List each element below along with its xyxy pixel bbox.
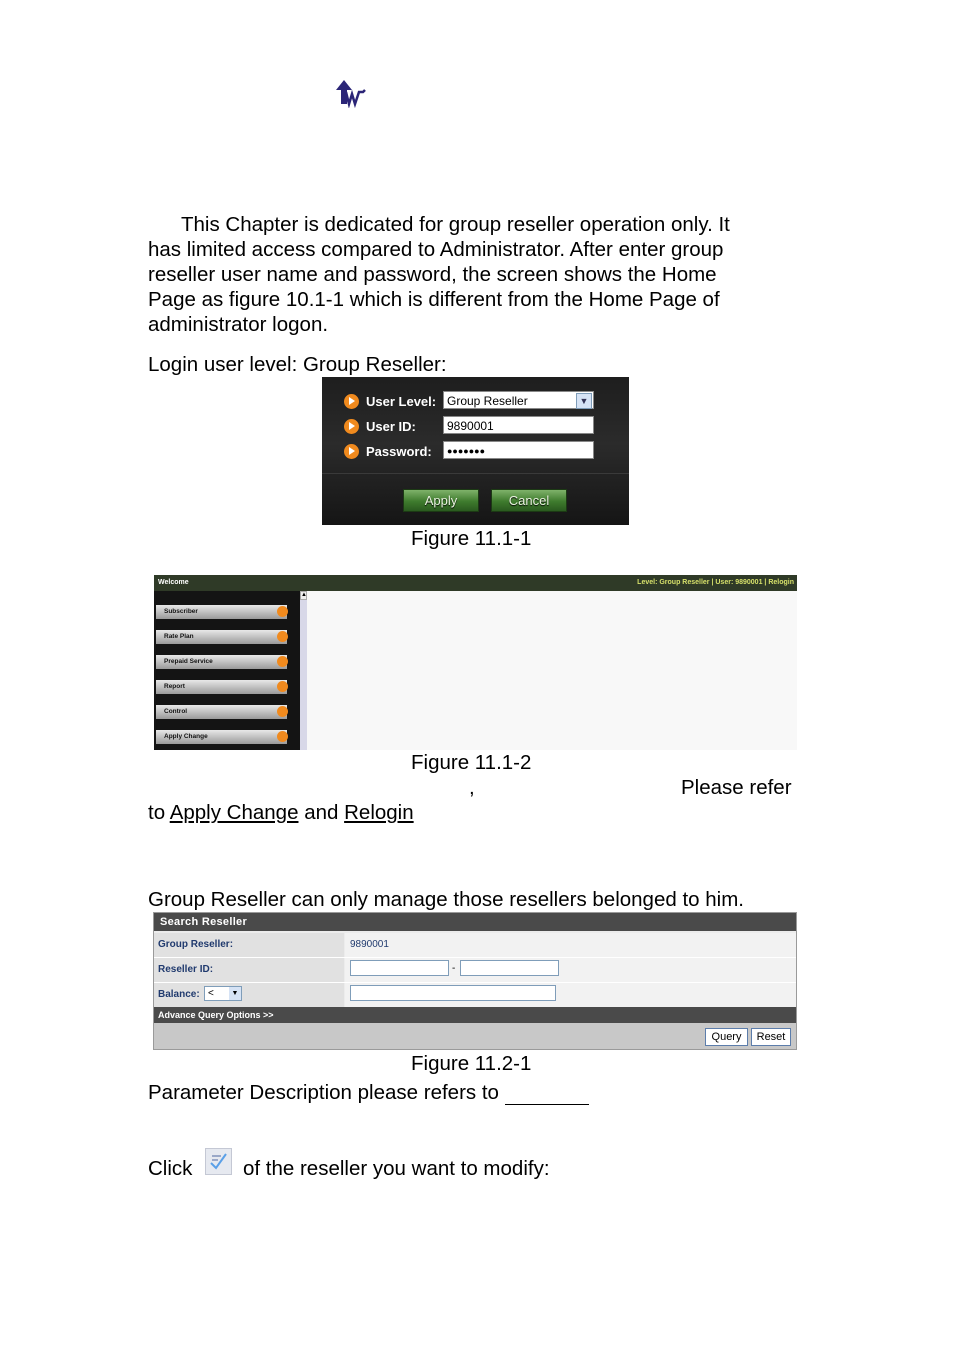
arrow-bullet-icon	[344, 444, 359, 459]
intro-paragraph	[148, 212, 788, 337]
range-dash: -	[452, 963, 456, 974]
sidebar	[154, 591, 300, 750]
cancel-button[interactable]: Cancel	[491, 489, 567, 512]
sidebar-item-label: Control	[164, 708, 188, 715]
intro-line: reseller user name and password, the screen shows the Home	[148, 263, 717, 286]
sidebar-item-subscriber[interactable]	[156, 605, 287, 619]
password-input[interactable]: ●●●●●●●	[443, 441, 594, 459]
user-id-input[interactable]: 9890001	[443, 416, 594, 434]
reseller-id-to-input[interactable]	[460, 960, 559, 976]
figure-caption: Figure 11.1-2	[411, 751, 532, 774]
parameter-text	[148, 1080, 589, 1105]
group-reseller-cell	[345, 933, 796, 957]
intro-line: has limited access compared to Administrator. After enter group	[148, 238, 724, 261]
figure-caption: Figure 11.1-1	[411, 527, 532, 550]
user-level-value: Group Reseller	[447, 394, 528, 408]
intro-line: Page as figure 10.1-1 which is different from the Home Page of	[148, 288, 720, 311]
group-reseller-value: 9890001	[350, 939, 389, 950]
figure-caption: Figure 11.2-1	[411, 1052, 532, 1075]
click-word: Click	[148, 1157, 193, 1180]
refer-comma: ,	[469, 776, 475, 799]
password-row	[344, 441, 442, 461]
arrow-bullet-icon	[344, 394, 359, 409]
balance-operator-select[interactable]	[204, 986, 242, 1001]
intro-line: administrator logon.	[148, 313, 329, 336]
balance-operator-value: <	[208, 988, 214, 999]
sidebar-item-rate-plan[interactable]	[156, 630, 287, 644]
arrow-bullet-icon	[277, 656, 288, 667]
balance-row	[154, 983, 796, 1008]
reseller-id-row	[154, 958, 796, 983]
group-reseller-label: Group Reseller:	[154, 933, 344, 957]
reseller-id-cell	[345, 958, 796, 982]
sidebar-item-prepaid-service[interactable]	[156, 655, 287, 669]
sidebar-item-label: Subscriber	[164, 608, 198, 615]
user-level-row	[344, 391, 442, 411]
arrow-bullet-icon	[344, 419, 359, 434]
apply-button[interactable]: Apply	[403, 489, 479, 512]
user-level-select[interactable]	[443, 391, 594, 409]
top-bar	[154, 575, 797, 591]
user-id-label: User ID:	[366, 418, 416, 434]
form-title: Search Reseller	[154, 913, 796, 931]
click-instruction: of the reseller you want to modify:	[243, 1157, 550, 1180]
refer-line	[148, 800, 414, 825]
balance-cell	[345, 983, 796, 1007]
user-level-label: User Level:	[366, 393, 437, 409]
sidebar-item-label: Prepaid Service	[164, 658, 213, 665]
apply-change-link[interactable]: Apply Change	[169, 801, 299, 824]
chevron-down-icon[interactable]: ▼	[576, 393, 592, 409]
sidebar-item-label: Report	[164, 683, 185, 690]
balance-label-cell	[154, 983, 344, 1007]
balance-input[interactable]	[350, 985, 556, 1001]
login-form	[322, 377, 629, 525]
button-bar	[154, 1023, 796, 1049]
chevron-down-icon[interactable]: ▼	[229, 987, 241, 1000]
refer-text: Please refer	[681, 776, 792, 799]
home-page-screenshot	[154, 575, 797, 750]
arrow-bullet-icon	[277, 706, 288, 717]
sidebar-item-apply-change[interactable]	[156, 730, 287, 744]
edit-icon[interactable]	[205, 1148, 232, 1175]
advance-query-options[interactable]: Advance Query Options >>	[154, 1007, 796, 1023]
sidebar-item-label: Apply Change	[164, 733, 208, 740]
group-reseller-row	[154, 933, 796, 958]
company-logo	[332, 78, 368, 108]
arrow-bullet-icon	[277, 681, 288, 692]
reseller-id-label: Reseller ID:	[154, 958, 344, 982]
blank-reference-link[interactable]	[505, 1086, 589, 1105]
arrow-bullet-icon	[277, 631, 288, 642]
reset-button[interactable]: Reset	[751, 1028, 791, 1046]
sidebar-item-control[interactable]	[156, 705, 287, 719]
password-label: Password:	[366, 443, 432, 459]
query-button[interactable]: Query	[705, 1028, 748, 1046]
refer-to: to	[148, 801, 166, 824]
arrow-bullet-icon	[277, 606, 288, 617]
relogin-link[interactable]: Relogin	[344, 801, 414, 824]
reseller-id-from-input[interactable]	[350, 960, 449, 976]
arrow-bullet-icon	[277, 731, 288, 742]
intro-line: This Chapter is dedicated for group reseller operation only. It	[181, 213, 730, 236]
balance-label: Balance:	[158, 989, 200, 1000]
status-bar: Level: Group Reseller | User: 9890001 | Relogin	[637, 579, 794, 586]
sidebar-item-label: Rate Plan	[164, 633, 194, 640]
scrollbar[interactable]	[300, 591, 307, 750]
login-heading: Login user level: Group Reseller:	[148, 353, 447, 376]
scroll-up-icon[interactable]: ▲	[301, 592, 307, 598]
user-id-row	[344, 416, 442, 436]
sidebar-item-report[interactable]	[156, 680, 287, 694]
search-reseller-form	[153, 912, 797, 1050]
refer-and: and	[304, 801, 339, 824]
parameter-description: Parameter Description please refers to	[148, 1081, 499, 1104]
welcome-label: Welcome	[158, 579, 189, 586]
divider	[322, 473, 629, 474]
manage-text: Group Reseller can only manage those resellers belonged to him.	[148, 888, 744, 911]
